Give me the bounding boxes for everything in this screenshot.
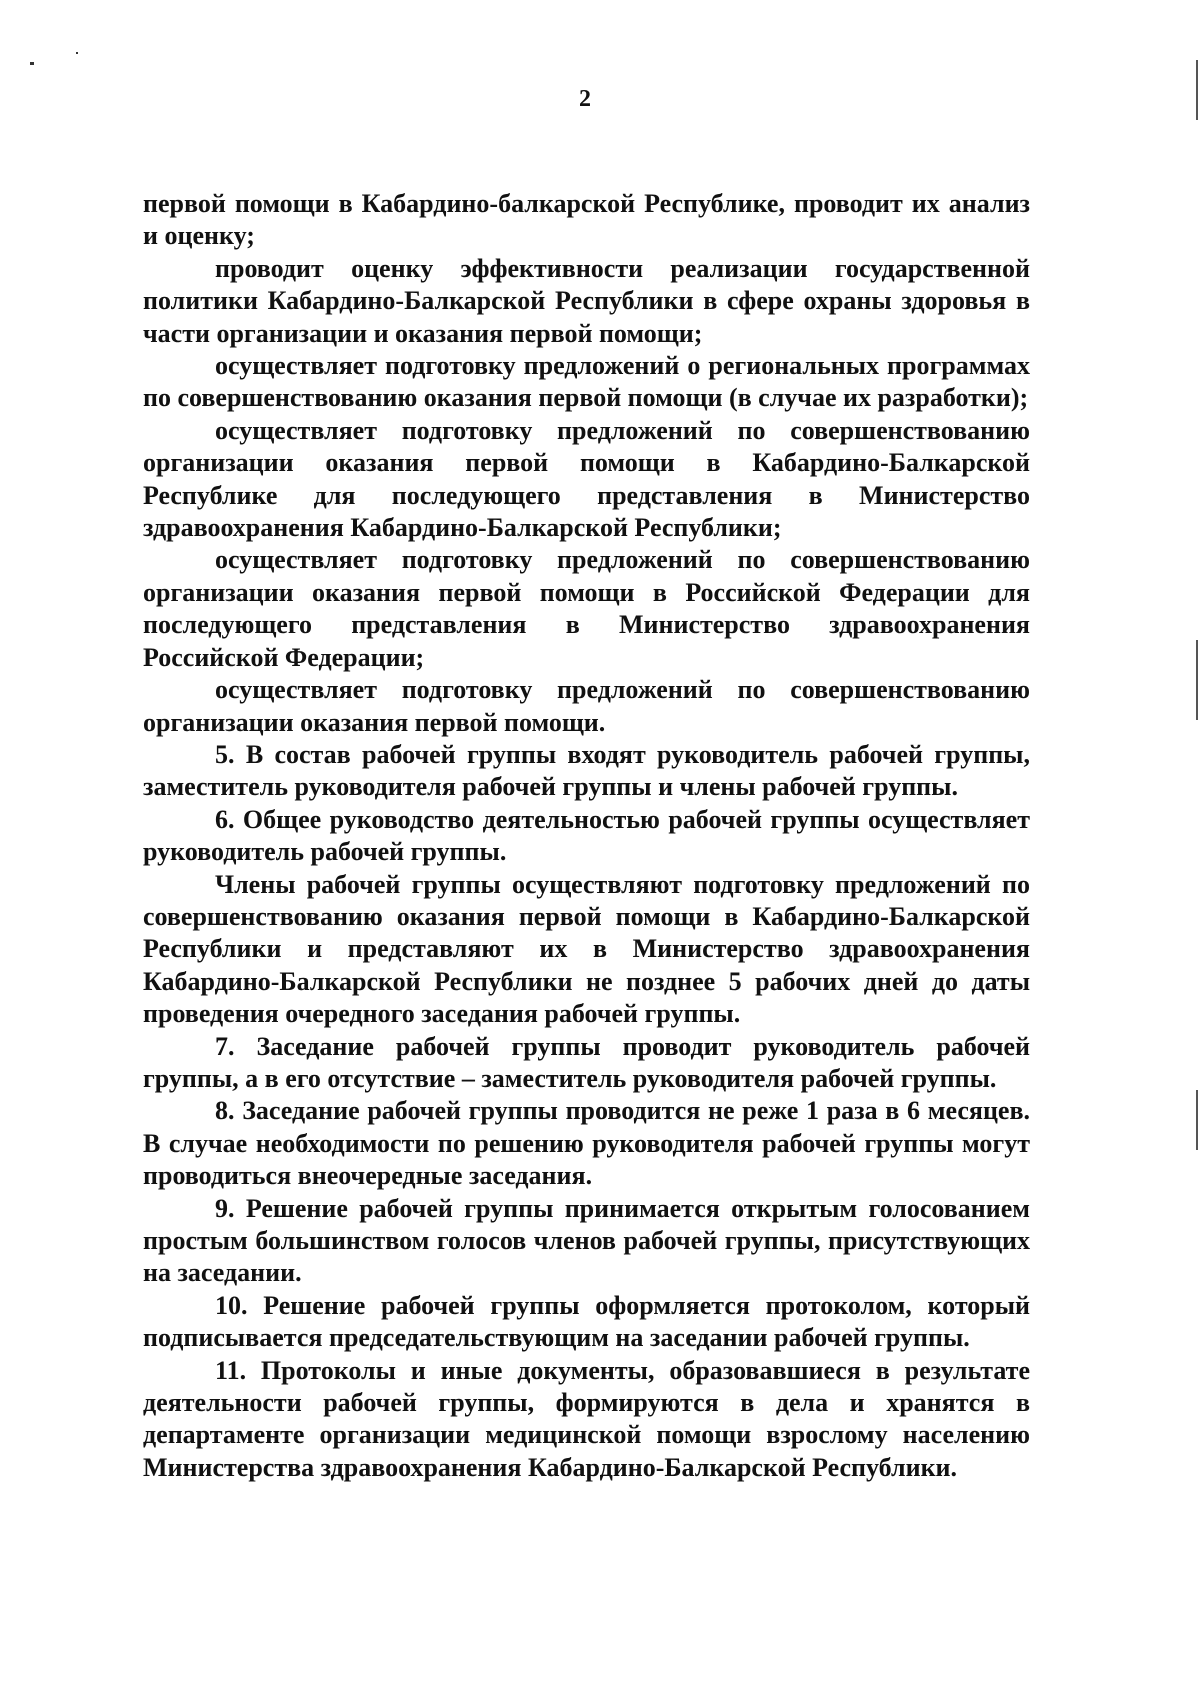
paragraph: осуществляет подготовку предложений о региональных программах по совершенствованию оказания первой помощи (в случае их разработки); [143,351,1030,413]
document-body [143,188,1030,1484]
paragraph: осуществляет подготовку предложений по совершенствованию организации оказания первой помощи в Кабардино-Балкарской Республике для последующего представления в Министерство здравоохранения Кабардино-Балкарской Республики; [143,415,1030,543]
scan-speck [76,52,78,54]
paragraph: осуществляет подготовку предложений по совершенствованию организации оказания первой помощи в Российской Федерации для последующего представления в Министерство здравоохранения Российской Федерации; [143,545,1030,672]
paragraph: Члены рабочей группы осуществляют подготовку предложений по совершенствованию оказания первой помощи в Кабардино-Балкарской Республики и представляют их в Министерство здравоохранения Кабардино-Балкарской Республики не позднее 5 рабочих дней до даты проведения очередного заседания рабочей группы. [143,869,1030,1029]
paragraph: 5. В состав рабочей группы входят руководитель рабочей группы, заместитель руководителя рабочей группы и члены рабочей группы. [143,739,1030,802]
paragraph: 6. Общее руководство деятельностью рабочей группы осуществляет руководитель рабочей группы. [143,804,1030,867]
scan-edge-mark [1196,640,1198,720]
scan-edge-mark [1196,1090,1198,1150]
paragraph: первой помощи в Кабардино-балкарской Республике, проводит их анализ и оценку; [143,189,1030,251]
paragraph: 11. Протоколы и иные документы, образовавшиеся в результате деятельности рабочей группы, формируются в дела и хранятся в департаменте организации медицинской помощи взрослому населению Министерства здравоохранения Кабардино-Балкарской Республики. [143,1355,1030,1482]
scan-speck [30,62,34,65]
paragraph: осуществляет подготовку предложений по совершенствованию организации оказания первой помощи. [143,675,1030,737]
page-number: 2 [579,86,591,112]
scan-edge-mark [1196,60,1198,120]
paragraph: 10. Решение рабочей группы оформляется протоколом, который подписывается председательствующим на заседании рабочей группы. [143,1290,1030,1353]
paragraph: 9. Решение рабочей группы принимается открытым голосованием простым большинством голосов членов рабочей группы, присутствующих на заседании. [143,1193,1030,1288]
paragraph: 8. Заседание рабочей группы проводится не реже 1 раза в 6 месяцев. В случае необходимости по решению руководителя рабочей группы могут проводиться внеочередные заседания. [143,1096,1030,1191]
paragraph: 7. Заседание рабочей группы проводит руководитель рабочей группы, а в его отсутствие – заместитель руководителя рабочей группы. [143,1031,1030,1093]
paragraph: проводит оценку эффективности реализации государственной политики Кабардино-Балкарской Республики в сфере охраны здоровья в части организации и оказания первой помощи; [143,253,1030,348]
